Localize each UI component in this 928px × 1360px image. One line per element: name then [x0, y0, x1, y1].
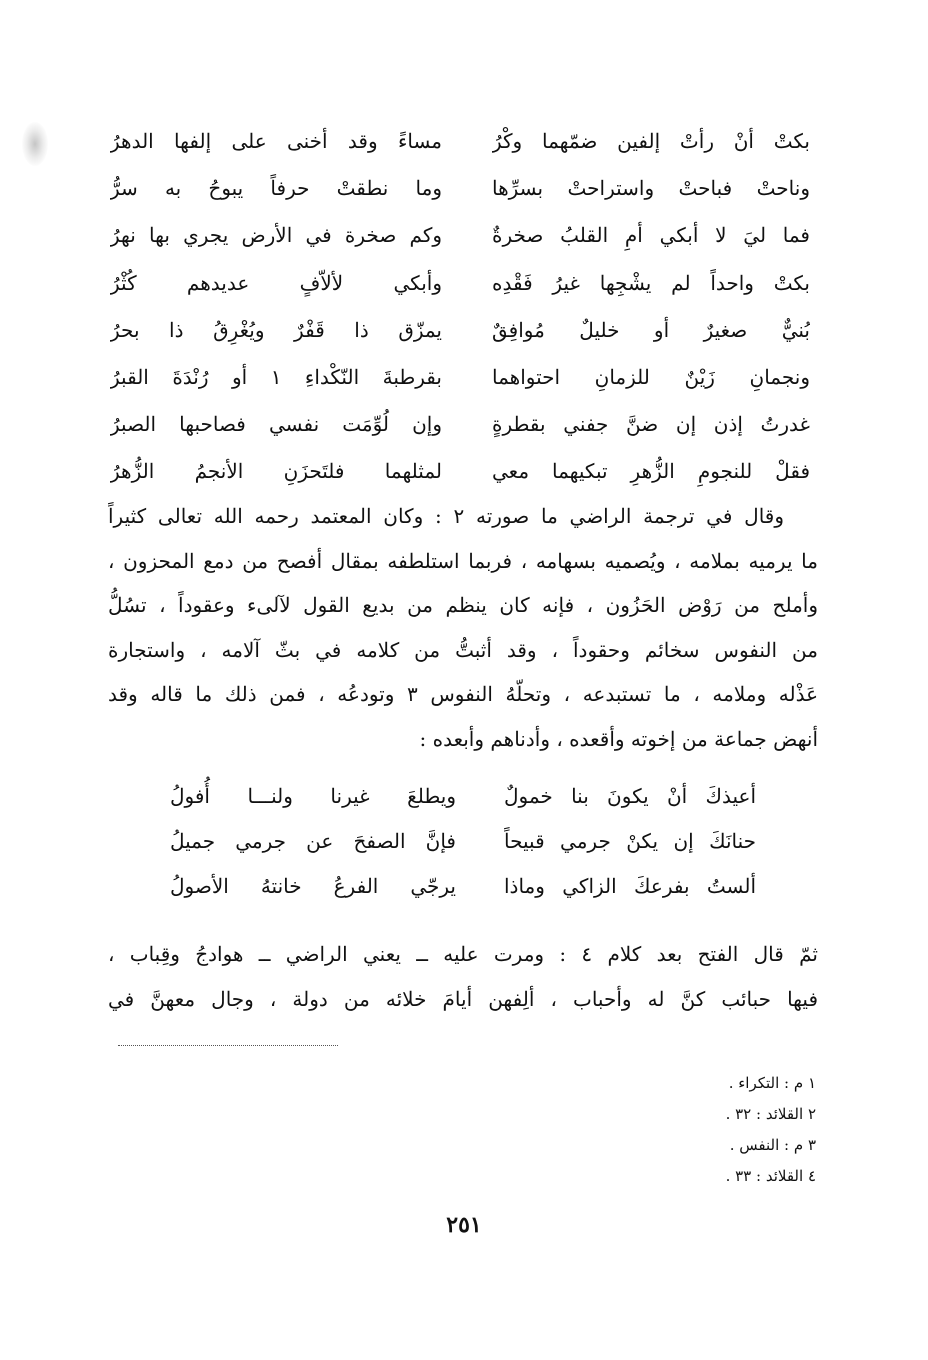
verse-first-hemistich: فما ليَ لا أبكي أمِ القلبُ صخرةٌ	[492, 223, 810, 248]
text-line: ثمّ قال الفتح بعد كلام ٤ : ومرت عليه ــ يعني الراضي ــ هوادجُ وقِباب ،	[108, 942, 818, 966]
verse-line	[110, 118, 810, 165]
footnote: ١ م : التكراء .	[728, 1074, 816, 1092]
verse-second-hemistich: يرجّي الفرعُ خانتهُ الأصولُ	[170, 874, 456, 898]
verse-line	[110, 165, 810, 212]
verse-line	[110, 448, 810, 495]
verse-first-hemistich: ألستُ بفرعكَ الزاكي وماذا	[504, 874, 756, 898]
verse-second-hemistich: فإنَّ الصفحَ عن جرمي جميلُ	[170, 829, 456, 853]
verse-second-hemistich: وإن لُوِّمَت نفسي فصاحبها الصبرُ	[110, 412, 442, 437]
text-line: فيها حبائب كنَّ له وأحباب ، ألِفهن أيامَ خلائه من دولة ، وجال معهنَّ في	[108, 986, 818, 1011]
verse-first-hemistich: وناحتْ فباحتْ واستراحتْ بسرِّها	[492, 176, 810, 201]
page-smudge	[22, 122, 48, 166]
verse-second-hemistich: وأبكي لألاّفٍ عديدهم كُثْرُ	[110, 270, 442, 295]
prose-paragraph-2	[108, 932, 818, 1021]
verse-first-hemistich: بُنيٌّ صغيرٌ أو خليلٌ مُوافِقٌ	[492, 317, 810, 342]
verse-line	[110, 260, 810, 307]
verse-line	[110, 212, 810, 259]
footnote-separator	[118, 1045, 338, 1046]
verse-line	[170, 819, 756, 864]
verse-line	[170, 864, 756, 909]
page-number: ٢٥١	[446, 1212, 482, 1238]
verse-first-hemistich: أعيذكَ أنْ يكونَ بنا خمولٌ	[504, 784, 756, 808]
verse-first-hemistich: بكتْ أنْ رأتْ إلفين ضمّهما وكْرُ	[492, 129, 810, 153]
verse-first-hemistich: غدرتُ إذن إن ضنَّ جفني بقطرةٍ	[492, 412, 810, 437]
poem-block-1	[110, 118, 810, 496]
text-line: ما يرميه بملامه ، ويُصميه بسهامه ، فربما استلطفه بمقال أفصح من دمع المحزون ،	[108, 548, 818, 573]
text-line: عَذْله وملامه ، ما تستبدعه ، وتحلّهُ النفوس ٣ وتودعُه ، فمن ذلك ما قاله وقد	[108, 682, 818, 707]
verse-first-hemistich: ونجمانِ زَيْنٌ للزمانِ احتواهما	[492, 364, 810, 389]
text-line: من النفوس سخائم وحقوداً ، وقد أثبتُّ من كلامه في بثّ آلامه ، واستجارة	[108, 637, 818, 662]
verse-line	[110, 354, 810, 401]
verse-second-hemistich: وكم صخرة في الأرض يجري بها نهرُ	[110, 223, 442, 248]
footnote: ٢ القلائد : ٣٢ .	[725, 1105, 816, 1123]
verse-line	[170, 774, 756, 819]
verse-line	[110, 307, 810, 354]
text-line: وأملح من رَوْض الحَزُون ، فإنه كان ينظم من بديع القول لآلىء وعقوداً ، تسُلُّ	[108, 593, 818, 618]
verse-second-hemistich: يمزّق ذا قَفْرٌ ويُغْرِقُ ذا بحرُ	[110, 317, 442, 342]
text-line: وقال في ترجمة الراضي ما صورته ٢ : وكان المعتمد رحمه الله تعالى كثيراً	[108, 504, 785, 528]
footnote: ٤ القلائد : ٣٣ .	[725, 1167, 816, 1185]
verse-second-hemistich: مساءً وقد أخنى على إلفها الدهرُ	[110, 129, 442, 153]
verse-first-hemistich: فقلْ للنجومِ الزُّهرِ تبكيهما معي	[492, 459, 810, 484]
prose-paragraph-1	[108, 494, 818, 762]
footnote: ٣ م : النفس .	[729, 1136, 816, 1154]
verse-first-hemistich: حنانَكَ إن يكنْ جرمي قبيحاً	[504, 829, 756, 853]
poem-block-2	[170, 774, 756, 909]
footnotes	[516, 1068, 816, 1192]
verse-second-hemistich: وما نطقتْ حرفاً يبوحُ به سرُّ	[110, 176, 442, 201]
verse-second-hemistich: بقرطبةَ النّكْداءِ ١ أو رُنْدَةَ القبرُ	[110, 364, 442, 389]
verse-line	[110, 401, 810, 448]
verse-second-hemistich: ويطلعَ غيرنا ولنـــا أُفولُ	[170, 784, 456, 808]
verse-first-hemistich: بكتْ واحداً لم يشْجِها غيرُ فَقْدِه	[492, 270, 810, 295]
text-line: أنهض جماعة من إخوته وأقعده ، وأدناهم وأبعده :	[419, 726, 818, 751]
verse-second-hemistich: لمثلهما فلتَحزَنِ الأنجمُ الزُّهرُ	[110, 459, 442, 484]
